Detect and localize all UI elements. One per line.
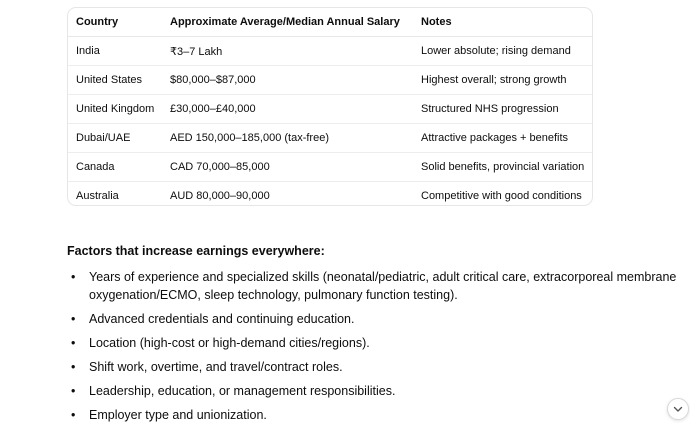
list-item-text: Years of experience and specialized skills (neonatal/pediatric, adult critical care, extracorporeal membrane oxygenation/ECMO, sleep technology, pulmonary function testing). <box>89 270 677 302</box>
chevron-down-icon <box>672 403 684 415</box>
cell-notes: Highest overall; strong growth <box>413 66 592 95</box>
table-row <box>68 153 592 182</box>
bullet-icon: • <box>71 384 76 398</box>
list-item <box>67 382 685 400</box>
list-item-text: Advanced credentials and continuing education. <box>89 312 355 326</box>
list-item <box>67 406 685 424</box>
table-header-row <box>68 8 592 37</box>
bullet-icon: • <box>71 336 76 350</box>
cell-country: Australia <box>76 190 119 202</box>
cell-salary: £30,000–£40,000 <box>162 95 413 124</box>
list-item <box>67 310 685 328</box>
list-item-text: Employer type and unionization. <box>89 408 267 422</box>
cell-country: Canada <box>68 153 162 182</box>
salary-table-container <box>67 7 593 206</box>
table-row <box>68 95 592 124</box>
cell-country: India <box>68 37 162 66</box>
cell-salary: AED 150,000–185,000 (tax-free) <box>162 124 413 153</box>
list-item-text: Leadership, education, or management responsibilities. <box>89 384 396 398</box>
cell-salary: CAD 70,000–85,000 <box>162 153 413 182</box>
cell-notes: Competitive with good conditions <box>421 190 582 202</box>
cell-salary: ₹3–7 Lakh <box>162 37 413 66</box>
table-row <box>68 66 592 95</box>
list-item <box>67 334 685 352</box>
salary-table <box>68 8 592 206</box>
list-item-text: Location (high-cost or high-demand cities/regions). <box>89 336 370 350</box>
table-row <box>68 124 592 153</box>
cell-notes: Structured NHS progression <box>413 95 592 124</box>
list-item-text: Shift work, overtime, and travel/contract roles. <box>89 360 343 374</box>
table-row <box>68 182 592 207</box>
cell-country: Dubai/UAE <box>68 124 162 153</box>
column-header-notes: Notes <box>413 8 592 37</box>
factors-heading: Factors that increase earnings everywhere: <box>67 244 325 258</box>
column-header-salary: Approximate Average/Median Annual Salary <box>162 8 413 37</box>
cell-notes: Attractive packages + benefits <box>413 124 592 153</box>
bullet-icon: • <box>71 408 76 422</box>
list-item <box>67 358 685 376</box>
cell-country: United Kingdom <box>68 95 162 124</box>
cell-country: United States <box>68 66 162 95</box>
bullet-icon: • <box>71 270 76 284</box>
bullet-icon: • <box>71 312 76 326</box>
cell-notes: Solid benefits, provincial variation <box>413 153 592 182</box>
column-header-country: Country <box>68 8 162 37</box>
list-item <box>67 268 685 304</box>
bullet-icon: • <box>71 360 76 374</box>
scroll-to-bottom-button[interactable] <box>667 398 689 420</box>
cell-salary: AUD 80,000–90,000 <box>170 190 270 202</box>
cell-notes: Lower absolute; rising demand <box>413 37 592 66</box>
factors-list <box>67 268 685 430</box>
cell-salary: $80,000–$87,000 <box>162 66 413 95</box>
table-row <box>68 37 592 66</box>
